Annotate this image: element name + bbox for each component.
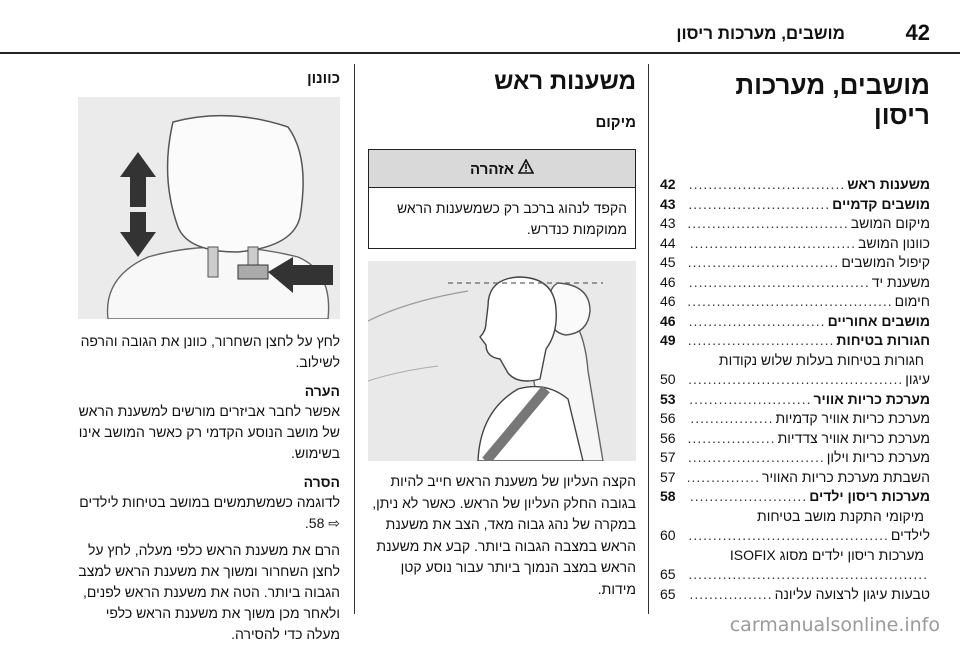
column-divider [648, 64, 649, 614]
toc-entry-page: 58 [660, 488, 676, 504]
toc-section-entry[interactable] [660, 332, 930, 352]
warning-title: אזהרה [470, 161, 514, 178]
toc-entry[interactable] [660, 430, 930, 450]
toc-entry[interactable] [660, 274, 930, 294]
warning-triangle-icon [518, 159, 534, 178]
toc-entry-label: מיקום המושב [850, 215, 930, 231]
toc-leader-dots [688, 449, 827, 465]
note-heading: הערה [304, 383, 340, 399]
adjustment-heading: כוונון [307, 70, 340, 87]
toc-entry-page: 46 [660, 273, 676, 290]
toc-entry-page: 46 [660, 293, 676, 309]
toc-entry[interactable] [660, 527, 930, 547]
toc-leader-dots [688, 410, 776, 426]
removal-page-ref[interactable]: 58 [308, 515, 325, 531]
toc-entry-label: טבעות עיגון לרצועה עליונה [774, 585, 930, 602]
headrests-heading: משענות ראש [494, 68, 636, 95]
toc-entry-page: 60 [660, 527, 676, 543]
page-number: 42 [905, 20, 930, 45]
toc-leader-dots [688, 235, 858, 251]
toc-leader-dots [688, 488, 809, 504]
toc-leader-dots [688, 313, 828, 329]
toc-leader-dots [688, 274, 872, 290]
toc-entry-label: עיגון [905, 371, 930, 387]
watermark: carmanualsonline.info [729, 614, 940, 636]
page-reference-arrow-icon[interactable]: ⇨ [328, 515, 340, 531]
toc-leader-dots [688, 527, 891, 543]
toc-entry[interactable] [660, 215, 930, 235]
toc-entry-label: מושבים אחוריים [827, 312, 930, 329]
toc-entry[interactable] [660, 410, 930, 430]
toc-leader-dots [688, 586, 775, 602]
adjustment-column [78, 64, 340, 642]
toc-section-entry[interactable] [660, 196, 930, 216]
toc-leader-dots [688, 332, 836, 348]
toc-entry-label: מערכת כריות אוויר [813, 390, 930, 407]
toc-leader-dots [688, 469, 762, 485]
position-text: הקצה העליון של משענת הראש חייב להיות בגובה החלק העליון של הראש. כאשר לא ניתן, במקרה של נהג גבוה מאד, הצב את משענת הראש במצבה הגבוה ביותר. קבע את משענת הראש במצב הנמוך ביותר עבור נוסע קטן מידות. [372, 473, 636, 597]
head-position-illustration [368, 261, 636, 461]
toc-entry-page: 57 [660, 449, 676, 465]
warning-text: הקפד לנהוג ברכב רק כשמשענות הראש ממוקמות כנדרש. [396, 200, 627, 237]
toc-entry-label: מיקומי התקנת מושב בטיחות [757, 507, 924, 524]
toc-entry-label: מערכות ריסון ילדים [809, 488, 930, 504]
toc-entry[interactable] [660, 566, 930, 586]
toc-entry-label: מושבים קדמיים [832, 195, 930, 212]
toc-entry-label: השבתת מערכת כריות האוויר [761, 468, 930, 485]
toc-entry-label: מערכת כריות אוויר צדדיות [777, 429, 930, 446]
toc-leader-dots [688, 430, 778, 446]
toc-entry-page: 65 [660, 566, 676, 582]
toc-entry-page: 56 [660, 410, 676, 426]
page-header [0, 0, 960, 54]
toc-entry-label: משענת יד [871, 273, 930, 290]
section-title [660, 70, 930, 130]
toc-entry-label: חגורות בטיחות [836, 332, 930, 348]
toc-entry-page: 43 [660, 195, 676, 212]
toc-section-entry[interactable] [660, 488, 930, 508]
removal-text-1: לדוגמה כשמשתמשים במושב בטיחות לילדים [79, 494, 340, 510]
section-title-line2: ריסון [873, 100, 930, 130]
toc-leader-dots [688, 391, 813, 407]
toc-entry-label: חימום [894, 293, 930, 309]
toc-entry-label: מערכת כריות וילון [826, 449, 930, 465]
toc-entry-page: 50 [660, 371, 676, 387]
removal-heading: הסרה [303, 474, 340, 490]
toc-entry-page: 65 [660, 585, 676, 602]
toc-leader-dots [688, 215, 851, 231]
toc-entry-label: קיפול המושבים [841, 254, 930, 270]
toc-entry-label: כוונון המושב [858, 234, 930, 251]
headrest-adjustment-illustration [78, 97, 340, 319]
toc-entry-label: מערכת כריות אוויר קדמיות [775, 410, 930, 426]
toc-entry-label: לילדים [890, 527, 930, 543]
toc-leader-dots [688, 254, 841, 270]
removal-text-2: הרם את משענת הראש כלפי מעלה, לחץ על לחצן השחרור ומשוך את משענת הראש למצב הגבוה ביותר. הטה את משענת הראש לפנים, ולאחר מכן משוך את משענת הראש כלפי מעלה כדי להסירה. [78, 542, 340, 642]
warning-box [368, 149, 636, 249]
note-text: אפשר לחבר אביזרים מורשים למשענת הראש של מושב הנוסע הקדמי רק כאשר המושב אינו בשימוש. [78, 403, 340, 461]
toc-entry[interactable] [660, 293, 930, 313]
toc-entry-page: 49 [660, 332, 676, 348]
toc-entry[interactable] [660, 235, 930, 255]
toc-entry[interactable] [660, 254, 930, 274]
toc-entry-label: מערכות ריסון ילדים מסוג ISOFIX [729, 546, 924, 563]
toc-entry-page: 53 [660, 390, 676, 407]
running-title: מושבים, מערכות ריסון [676, 24, 845, 43]
toc-section-entry[interactable] [660, 391, 930, 411]
toc-entry[interactable] [660, 586, 930, 606]
toc-leader-dots [688, 293, 895, 309]
toc-leader-dots [688, 196, 832, 212]
toc-entry [660, 508, 930, 528]
warning-title-bar [369, 150, 635, 188]
section-title-line1: מושבים, מערכות [735, 70, 930, 100]
toc-entry [660, 547, 930, 567]
position-heading: מיקום [595, 114, 636, 131]
toc-entry-page: 44 [660, 234, 676, 251]
toc-leader-dots [688, 371, 905, 387]
toc-entry[interactable] [660, 449, 930, 469]
toc-list [660, 176, 930, 605]
toc-leader-dots [688, 176, 847, 192]
toc-entry-page: 43 [660, 215, 676, 231]
toc-entry[interactable] [660, 469, 930, 489]
toc-entry-page: 42 [660, 176, 676, 192]
toc-entry-page: 45 [660, 254, 676, 270]
toc-entry-label: משענות ראש [847, 176, 930, 192]
toc-leader-dots [688, 566, 930, 582]
toc-entry[interactable] [660, 371, 930, 391]
toc-entry [660, 352, 930, 372]
toc-entry-page: 46 [660, 312, 676, 329]
toc-entry-label: חגורות בטיחות בעלות שלוש נקודות [718, 351, 924, 368]
toc-section-entry[interactable] [660, 176, 930, 196]
toc-column [660, 64, 930, 614]
toc-entry-page: 56 [660, 429, 676, 446]
removal-text-ref: לדוגמה כשמשתמשים במושב בטיחות לילדים ⇨ 58. [79, 494, 340, 531]
column-divider [354, 64, 355, 614]
toc-section-entry[interactable] [660, 313, 930, 333]
toc-entry-page: 57 [660, 468, 676, 485]
headrests-column [368, 64, 636, 614]
adjustment-instruction: לחץ על לחצן השחרור, כוונן את הגובה והרפה לשילוב. [80, 333, 340, 370]
